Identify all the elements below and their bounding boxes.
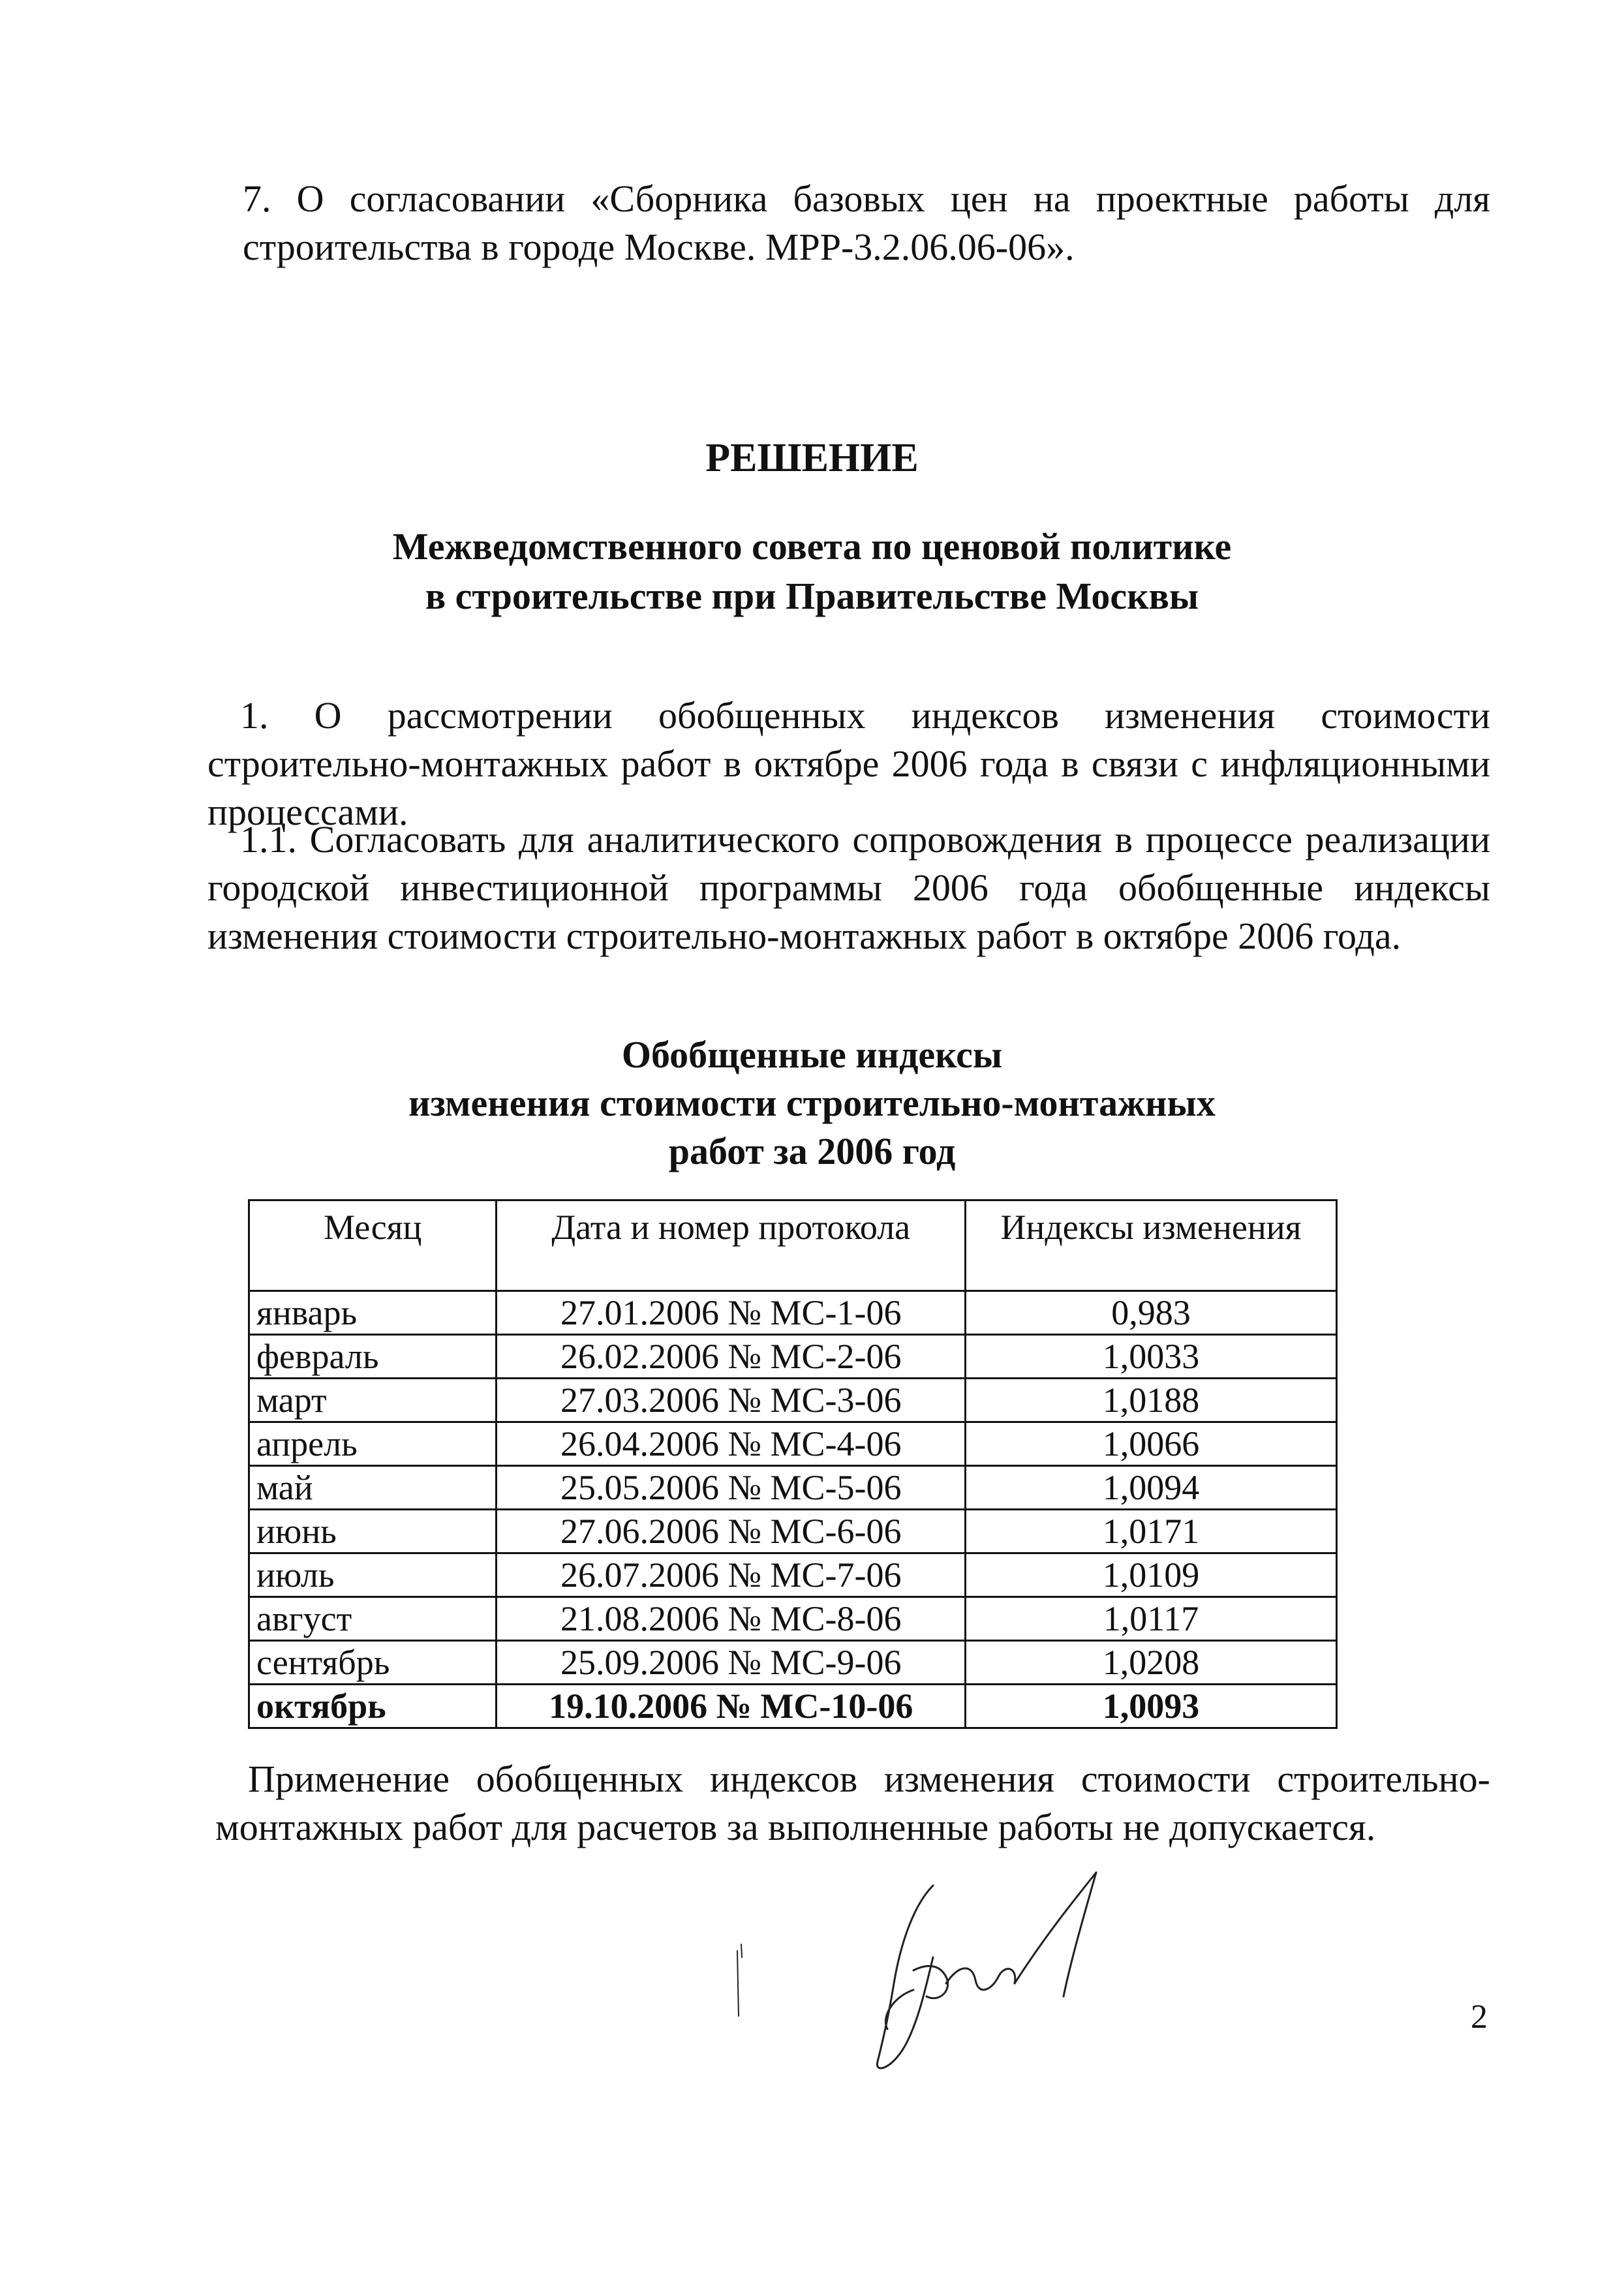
cell-index: 1,0188 [965,1379,1336,1422]
cell-month: июль [249,1553,497,1597]
cell-month: март [249,1379,497,1422]
item-1-paragraph: 1. О рассмотрении обобщенных индексов изменения стоимости строительно-монтажных работ в октябре 2006 года в связи с инфляционными процессами. [207,694,1490,833]
table-title-line-2: изменения стоимости строительно-монтажных [408,1082,1216,1124]
header-index: Индексы изменения [965,1200,1336,1291]
item-7-paragraph: 7. О согласовании «Сборника базовых цен на проектные работы для строительства в городе Москве. МРР-3.2.06.06-06». [243,177,1490,268]
cell-month: август [249,1597,497,1641]
cell-index: 0,983 [965,1291,1336,1335]
cell-month: январь [249,1291,497,1335]
cell-month: сентябрь [249,1641,497,1685]
table-row [249,1641,1337,1685]
cell-index: 1,0093 [965,1685,1336,1728]
cell-month: октябрь [249,1685,497,1728]
handwritten-signature [718,1866,1174,2088]
table-row [249,1335,1337,1379]
cell-protocol: 26.04.2006 № МС-4-06 [497,1422,966,1466]
council-title [0,522,1624,621]
cell-month: май [249,1466,497,1510]
table-row [249,1422,1337,1466]
table-title-line-1: Обобщенные индексы [621,1033,1003,1076]
table-title [0,1031,1624,1176]
table-row [249,1510,1337,1553]
cell-index: 1,0094 [965,1466,1336,1510]
cell-protocol: 21.08.2006 № МС-8-06 [497,1597,966,1641]
table-row [249,1553,1337,1597]
council-title-line-1: Межведомственного совета по ценовой политике [392,525,1232,568]
council-title-line-2: в строительстве при Правительстве Москвы [425,575,1199,617]
cell-protocol: 27.03.2006 № МС-3-06 [497,1379,966,1422]
cell-index: 1,0033 [965,1335,1336,1379]
cell-protocol: 27.01.2006 № МС-1-06 [497,1291,966,1335]
header-month: Месяц [249,1200,497,1291]
cell-protocol: 26.02.2006 № МС-2-06 [497,1335,966,1379]
cell-protocol: 27.06.2006 № МС-6-06 [497,1510,966,1553]
cell-index: 1,0208 [965,1641,1336,1685]
decision-title: РЕШЕНИЕ [705,436,919,480]
cell-protocol: 25.09.2006 № МС-9-06 [497,1641,966,1685]
cell-protocol: 19.10.2006 № МС-10-06 [497,1685,966,1728]
table-row [249,1291,1337,1335]
page-number: 2 [1471,1998,1488,2036]
cell-month: апрель [249,1422,497,1466]
cell-protocol: 25.05.2006 № МС-5-06 [497,1466,966,1510]
table-row [249,1597,1337,1641]
cell-index: 1,0109 [965,1553,1336,1597]
cell-month: июнь [249,1510,497,1553]
item-1-1-paragraph: 1.1. Согласовать для аналитического сопровождения в процессе реализации городской инвестиционной программы 2006 года обобщенные индексы изменения стоимости строительно-монтажных работ в октябре 2006 года. [207,818,1490,957]
table-row [249,1379,1337,1422]
table-row-current [249,1685,1337,1728]
table-row [249,1466,1337,1510]
note-paragraph: Применение обобщенных индексов изменения стоимости строительно-монтажных работ для расчетов за выполненные работы не допускается. [215,1758,1490,1848]
cell-month: февраль [249,1335,497,1379]
header-protocol: Дата и номер протокола [497,1200,966,1291]
table-title-line-3: работ за 2006 год [668,1130,956,1172]
cell-index: 1,0117 [965,1597,1336,1641]
indices-table [248,1199,1338,1729]
cell-index: 1,0066 [965,1422,1336,1466]
cell-protocol: 26.07.2006 № МС-7-06 [497,1553,966,1597]
table-header-row [249,1200,1337,1291]
cell-index: 1,0171 [965,1510,1336,1553]
